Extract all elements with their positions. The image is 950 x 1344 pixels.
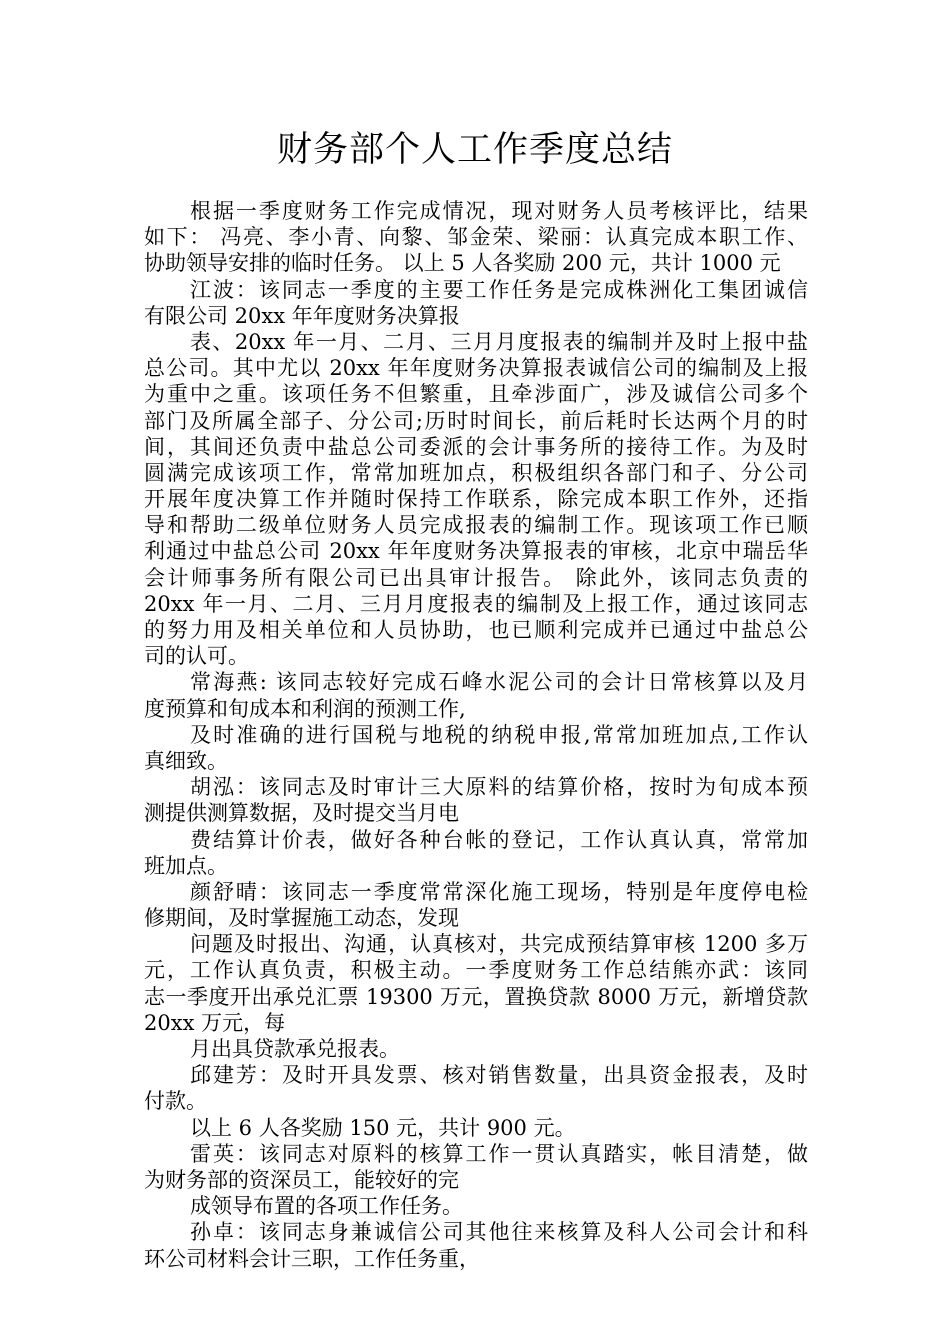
body-text-line: 如下： 冯亮、李小青、向黎、邹金荣、梁丽：认真完成本职工作、 [144,225,808,250]
body-text-line: 费结算计价表，做好各种台帐的登记，工作认真认真，常常加 [190,827,808,852]
body-text-line: 问题及时报出、沟通，认真核对，共完成预结算审核 1200 多万 [190,932,808,957]
body-text-line: 司的认可。 [144,644,249,669]
body-text-line: 为重中之重。该项任务不但繁重，且牵涉面广，涉及诚信公司多个 [144,382,808,407]
body-text-line: 表、20xx 年一月、二月、三月月度报表的编制并及时上报中盐 [190,329,808,354]
body-text-line: 孙卓：该同志身兼诚信公司其他往来核算及科人公司会计和科 [190,1220,808,1245]
body-text-line: 成领导布置的各项工作任务。 [190,1194,463,1219]
body-text-line: 会计师事务所有限公司已出具审计报告。 除此外，该同志负责的 [144,565,808,590]
body-text-line: 度预算和旬成本和利润的预测工作, [144,696,466,721]
body-text-line: 间，其间还负责中盐总公司委派的会计事务所的接待工作。为及时 [144,434,808,459]
body-text-line: 班加点。 [144,853,228,878]
body-text-line: 20xx 年一月、二月、三月月度报表的编制及上报工作，通过该同志 [144,591,808,616]
body-text-line: 有限公司 20xx 年年度财务决算报 [144,303,460,328]
body-text-line: 邱建芳：及时开具发票、核对销售数量，出具资金报表，及时 [190,1063,808,1088]
body-text-line: 胡泓：该同志及时审计三大原料的结算价格，按时为旬成本预 [190,775,808,800]
body-text-line: 修期间，及时掌握施工动态，发现 [144,906,459,931]
body-text-line: 开展年度决算工作并随时保持工作联系，除完成本职工作外，还指 [144,487,808,512]
body-text-line: 部门及所属全部子、分公司;历时时间长，前后耗时长达两个月的时 [144,408,808,433]
body-text-line: 根据一季度财务工作完成情况，现对财务人员考核评比，结果 [190,199,808,223]
body-text-line: 志一季度开出承兑汇票 19300 万元，置换贷款 8000 万元，新增贷款 [144,984,808,1009]
body-text-line: 及时准确的进行国税与地税的纳税申报,常常加班加点,工作认 [190,722,808,747]
body-text-line: 颜舒晴：该同志一季度常常深化施工现场，特别是年度停电检 [190,879,808,904]
body-text-line: 圆满完成该项工作，常常加班加点，积极组织各部门和子、分公司 [144,460,808,485]
body-text-line: 元，工作认真负责，积极主动。一季度财务工作总结熊亦武：该同 [144,958,808,983]
body-text-line: 利通过中盐总公司 20xx 年年度财务决算报表的审核，北京中瑞岳华 [144,539,808,564]
body-text-line: 月出具贷款承兑报表。 [190,1037,400,1061]
body-text-line: 雷英：该同志对原料的核算工作一贯认真踏实，帐目清楚，做 [190,1141,808,1166]
body-text-line: 环公司材料会计三职，工作任务重， [144,1246,480,1271]
body-text-line: 真细致。 [144,748,228,773]
body-text-line: 测提供测算数据，及时提交当月电 [144,801,459,826]
body-text-line: 的努力用及相关单位和人员协助，也已顺利完成并已通过中盐总公 [144,618,808,642]
body-text-line: 为财务部的资深员工，能较好的完 [144,1167,459,1192]
body-text-line: 江波：该同志一季度的主要工作任务是完成株洲化工集团诚信 [190,277,808,302]
body-text-line: 付款。 [144,1089,207,1114]
body-text-line: 以上 6 人各奖励 150 元，共计 900 元。 [190,1115,576,1140]
document-body [144,198,808,1272]
page-title: 财务部个人工作季度总结 [276,130,673,170]
body-text-line: 协助领导安排的临时任务。 以上 5 人各奖励 200 元，共计 1000 元 [144,251,781,276]
body-text-line: 20xx 万元，每 [144,1010,286,1035]
body-text-line: 总公司。其中尤以 20xx 年年度财务决算报表诚信公司的编制及上报 [144,356,808,381]
body-text-line: 导和帮助二级单位财务人员完成报表的编制工作。现该项工作已顺 [144,513,808,538]
body-text-line: 常海燕: 该同志较好完成石峰水泥公司的会计日常核算以及月 [190,670,808,695]
